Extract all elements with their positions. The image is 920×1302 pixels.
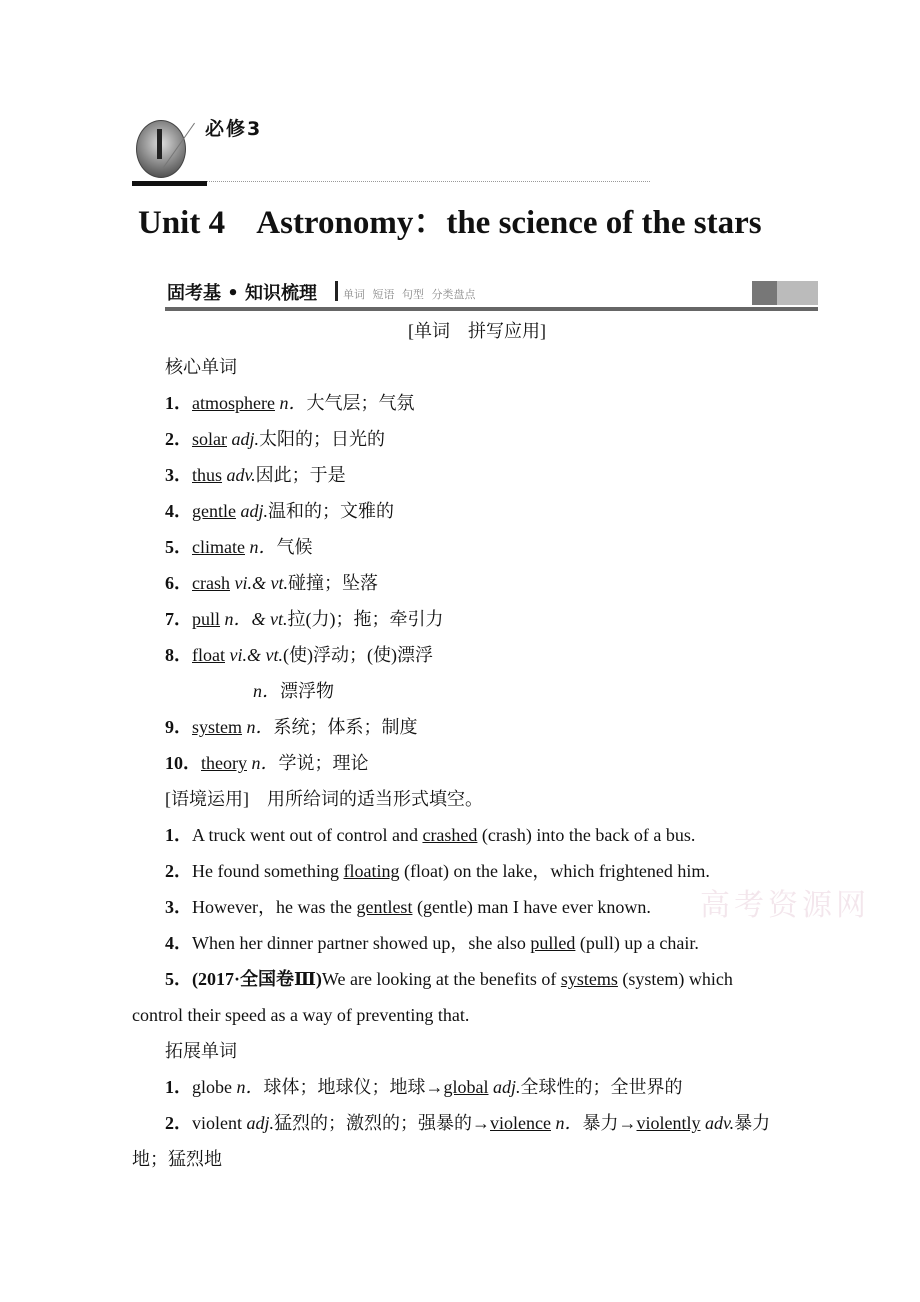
meaning: (使)浮动；(使)漂浮 <box>282 645 433 665</box>
item-number: 6． <box>165 573 192 593</box>
vocab-item <box>132 421 822 457</box>
extended-item-continuation: 地；猛烈地 <box>132 1149 222 1169</box>
meaning: 漂浮物 <box>280 681 334 701</box>
exercise-item <box>132 925 822 961</box>
sentence-text: (gentle) man I have ever known. <box>412 897 651 917</box>
item-number: 1． <box>165 393 192 413</box>
exercise-item <box>132 817 822 853</box>
core-heading: 核心单词 <box>165 357 237 377</box>
extended-item: 1．globe n．球体；地球仪；地球→global adj.全球性的；全世界的 <box>165 1077 683 1097</box>
item-number: 8． <box>165 645 192 665</box>
answer: gentlest <box>356 897 413 917</box>
band-decoration <box>752 281 818 305</box>
meaning: 温和的；文雅的 <box>268 501 394 521</box>
sentence-text: We are looking at the benefits of <box>321 969 561 989</box>
vocab-item <box>132 565 822 601</box>
meaning: 碰撞；坠落 <box>287 573 378 593</box>
item-number: 2． <box>165 429 192 449</box>
vocab-word: theory <box>201 753 247 773</box>
item-number: 4． <box>165 501 192 521</box>
vocab-word: gentle <box>192 501 236 521</box>
sentence-text: However，he was the <box>192 897 357 917</box>
part-of-speech: n． <box>279 393 307 413</box>
sentence-text: (float) on the lake，which frightened him. <box>399 861 710 881</box>
vocab-item <box>132 709 822 745</box>
section-title: [单词 拼写应用] <box>408 321 546 341</box>
vocab-item <box>132 385 822 421</box>
item-number: 4． <box>165 933 192 953</box>
context-instruction: 用所给词的适当形式填空。 <box>267 789 483 809</box>
item-number: 5． <box>165 969 192 989</box>
exercise-item <box>132 889 822 925</box>
item-number: 5． <box>165 537 192 557</box>
vocab-item <box>132 745 822 781</box>
answer: floating <box>343 861 400 881</box>
extended-heading: 拓展单词 <box>165 1041 237 1061</box>
watermark: 高考资源网 <box>700 888 870 923</box>
vocab-item <box>132 457 822 493</box>
part-of-speech: n． <box>251 753 279 773</box>
part-of-speech: adj. <box>231 429 260 449</box>
meaning: 系统；体系；制度 <box>273 717 418 737</box>
item-number: 3． <box>165 897 192 917</box>
item-number: 9． <box>165 717 192 737</box>
answer: pulled <box>530 933 576 953</box>
exercise-source: (2017·全国卷Ⅲ) <box>192 969 322 989</box>
part-of-speech: n． <box>246 717 274 737</box>
band-title: 固考基 • 知识梳理 <box>167 283 318 304</box>
item-number: 7． <box>165 609 192 629</box>
header-rule-dotted <box>207 181 650 182</box>
part-of-speech: n． <box>253 681 280 701</box>
meaning: 因此；于是 <box>255 465 346 485</box>
part-of-speech: adv. <box>226 465 256 485</box>
meaning: 大气层；气氛 <box>306 393 415 413</box>
unit-title: Unit 4 Astronomy：the science of the stars <box>138 205 762 241</box>
part-of-speech: vi.& vt. <box>234 573 288 593</box>
vocab-item <box>132 637 822 673</box>
meaning: 气候 <box>276 537 313 557</box>
sentence-text: When her dinner partner showed up，she also <box>192 933 531 953</box>
meaning: 学说；理论 <box>278 753 369 773</box>
vocab-word: crash <box>192 573 230 593</box>
vocab-word: solar <box>192 429 227 449</box>
vocab-word: thus <box>192 465 223 485</box>
vocab-word: pull <box>192 609 221 629</box>
vocab-word: float <box>192 645 225 665</box>
exercise-item <box>132 853 822 889</box>
sentence-text: A truck went out of control and <box>192 825 423 845</box>
item-number: 2． <box>165 861 192 881</box>
vocab-word: atmosphere <box>192 393 275 413</box>
sentence-text: (system) which <box>617 969 733 989</box>
part-of-speech: adj. <box>240 501 268 521</box>
meaning: 拉(力)；拖；牵引力 <box>287 609 444 629</box>
sentence-text: (crash) into the back of a bus. <box>477 825 696 845</box>
vocab-item-extra <box>132 673 822 709</box>
sentence-text: (pull) up a chair. <box>575 933 699 953</box>
band-divider <box>335 281 338 301</box>
band-subtitle: 单词 短语 句型 分类盘点 <box>343 288 476 301</box>
document-body <box>132 313 822 1177</box>
section-band <box>165 279 818 311</box>
item-number: 3． <box>165 465 192 485</box>
item-number: 1． <box>165 825 192 845</box>
vocab-word: system <box>192 717 243 737</box>
context-heading <box>132 781 822 817</box>
item-number: 10． <box>165 753 201 773</box>
meaning: 太阳的；日光的 <box>259 429 386 449</box>
extended-item: 2．violent adj.猛烈的；激烈的；强暴的→violence n．暴力→violently adv.暴力 <box>165 1113 771 1133</box>
answer: systems <box>560 969 618 989</box>
part-of-speech: n． <box>249 537 277 557</box>
part-of-speech: vi.& vt. <box>229 645 283 665</box>
vocab-item <box>132 493 822 529</box>
vocab-word: climate <box>192 537 245 557</box>
big-ben-logo-icon <box>136 120 186 178</box>
exercise-item <box>132 961 822 997</box>
vocab-item <box>132 529 822 565</box>
vocab-item <box>132 601 822 637</box>
exercise-continuation: control their speed as a way of preventing that. <box>132 1005 470 1025</box>
answer: crashed <box>422 825 478 845</box>
part-of-speech: n．& vt. <box>224 609 288 629</box>
sentence-text: He found something <box>192 861 344 881</box>
context-label: [语境运用] <box>165 789 249 809</box>
header-rule-thick <box>132 181 207 186</box>
book-label: 必修3 <box>205 118 263 140</box>
